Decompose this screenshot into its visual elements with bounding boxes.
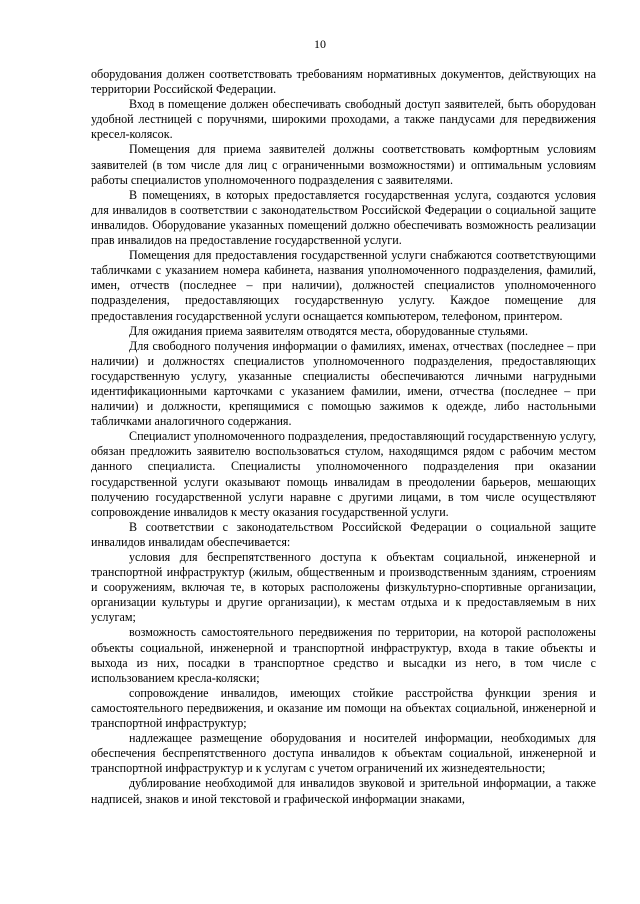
list-item-escort: сопровождение инвалидов, имеющих стойкие расстройства функции зрения и самостоятельного передвижения, и оказание им помощи на объектах социальной, инженерной и транспортной инфраструктур; bbox=[91, 685, 596, 731]
paragraph-specialist-duties: Специалист уполномоченного подразделения, предоставляющий государственную услугу, обязан предложить заявителю воспользоваться стулом, находящимся рядом с рабочим местом данного специалиста. Специалисты уполномоченного подразделения при оказании государственной услуги оказывают помощь инвалидам в преодолении барьеров, мешающих получению государственной услуги наравне с другими лицами, в том числе осуществляют сопровождение инвалидов к месту оказания государственной услуги. bbox=[91, 429, 596, 519]
paragraph-room-signage: Помещения для предоставления государственной услуги снабжаются соответствующими табличками с указанием номера кабинета, названия уполномоченного подразделения, фамилий, имен, отчеств (последнее – при наличии), должностей специалистов уполномоченного подразделения, предоставляющих государственную услугу. Каждое помещение для предоставления государственной услуги оснащается компьютером, телефоном, принтером. bbox=[91, 248, 596, 323]
list-item-independent-movement: возможность самостоятельного передвижения по территории, на которой расположены объекты социальной, инженерной и транспортной инфраструктур, входа в такие объекты и выхода из них, посадки в транспортное средство и высадки из него, в том числе с использованием кресла-коляски; bbox=[91, 625, 596, 685]
paragraph-reception-rooms: Помещения для приема заявителей должны соответствовать комфортным условиям заявителей (в том числе для лиц с ограниченными возможностями) и оптимальным условиям работы специалистов уполномоченного подразделения с заявителями. bbox=[91, 142, 596, 187]
paragraph-identification-cards: Для свободного получения информации о фамилиях, именах, отчествах (последнее – при наличии) и должностях специалистов уполномоченного подразделения, предоставляющих государственную услугу, указанные специалисты обеспечиваются личными нагрудными идентификационными карточками с указанием фамилии, имени, отчества (последнее – при наличии) и должности, крепящимися с помощью зажимов к одежде, либо настольными табличками аналогичного содержания. bbox=[91, 338, 596, 429]
list-item-equipment-placement: надлежащее размещение оборудования и носителей информации, необходимых для обеспечения беспрепятственного доступа инвалидов к объектам социальной, инженерной и транспортной инфраструктур и к услугам с учетом ограничений их жизнедеятельности; bbox=[91, 731, 596, 776]
list-item-information-duplication: дублирование необходимой для инвалидов звуковой и зрительной информации, а также надписей, знаков и иной текстовой и графической информации знаками, bbox=[91, 776, 596, 806]
page-number: 10 bbox=[314, 37, 326, 51]
paragraph-entrance-access: Вход в помещение должен обеспечивать свободный доступ заявителей, быть оборудован удобной лестницей с поручнями, широкими проходами, а также пандусами для передвижения кресел-колясок. bbox=[91, 97, 596, 142]
document-body bbox=[91, 67, 596, 807]
list-item-access-conditions: условия для беспрепятственного доступа к объектам социальной, инженерной и транспортной инфраструктур (жилым, общественным и производственным зданиям, строениям и сооружениям, включая те, в которых расположены физкультурно-спортивные организации, организации культуры и другие организации), к местам отдыха и к предоставляемым в них услугам; bbox=[91, 550, 596, 625]
paragraph-continuation: оборудования должен соответствовать требованиям нормативных документов, действующих на территории Российской Федерации. bbox=[91, 67, 596, 97]
paragraph-legislation-intro: В соответствии с законодательством Российской Федерации о социальной защите инвалидов инвалидам обеспечивается: bbox=[91, 519, 596, 549]
paragraph-disability-conditions: В помещениях, в которых предоставляется государственная услуга, создаются условия для инвалидов в соответствии с законодательством Российской Федерации о социальной защите инвалидов. Оборудование указанных помещений должно обеспечивать возможность реализации прав инвалидов на предоставление государственной услуги. bbox=[91, 187, 596, 248]
paragraph-waiting-area: Для ожидания приема заявителям отводятся места, оборудованные стульями. bbox=[129, 323, 529, 338]
